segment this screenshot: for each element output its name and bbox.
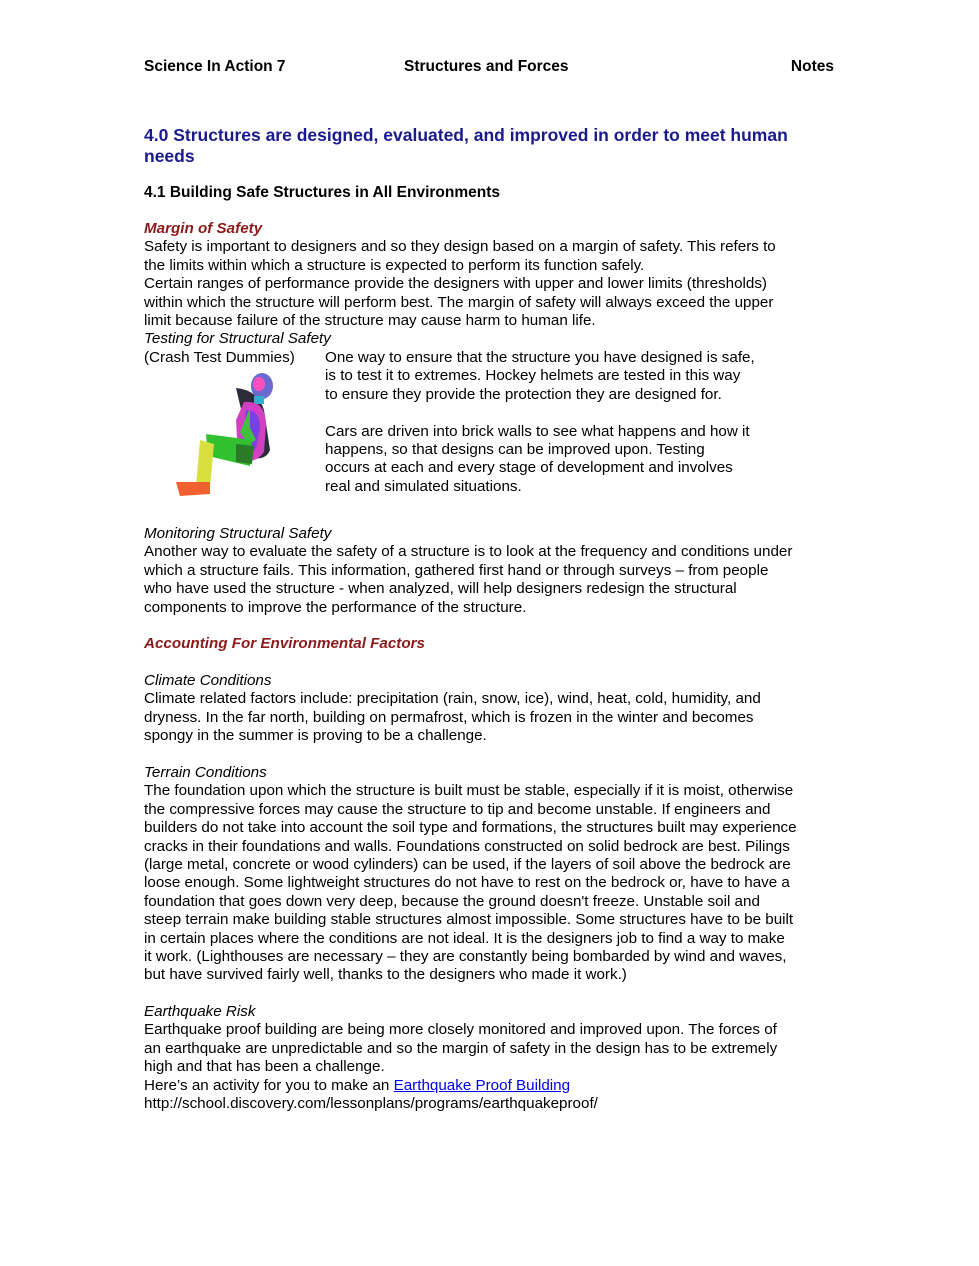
page-header: [144, 58, 834, 78]
monitoring-section: [144, 525, 834, 617]
body-line: spongy in the summer is proving to be a challenge.: [144, 727, 487, 745]
margin-of-safety-heading: Margin of Safety: [144, 220, 263, 237]
crash-test-dummy-image: [166, 370, 286, 500]
earthquake-heading: Earthquake Risk: [144, 1003, 256, 1020]
body-line: high and that has been a challenge.: [144, 1058, 385, 1076]
crash-test-text: [325, 349, 795, 496]
earthquake-section: [144, 1003, 834, 1113]
body-line: is to test it to extremes. Hockey helmets are tested in this way: [325, 367, 741, 385]
activity-url: http://school.discovery.com/lessonplans/programs/earthquakeproof/: [144, 1095, 598, 1113]
body-line: in certain places where the conditions are not ideal. It is the designers job to find a way to make: [144, 929, 785, 947]
body-line: loose enough. Some lightweight structures do not have to rest on the bedrock or, have to have a: [144, 874, 790, 892]
body-line: occurs at each and every stage of development and involves: [325, 459, 733, 477]
body-line: who have used the structure - when analyzed, will help designers redesign the structural: [144, 580, 737, 598]
body-line: dryness. In the far north, building on permafrost, which is frozen in the winter and becomes: [144, 708, 754, 726]
body-line: the compressive forces may cause the structure to tip and become unstable. If engineers and: [144, 800, 771, 818]
subsection-title: 4.1 Building Safe Structures in All Environments: [144, 184, 500, 201]
earthquake-proof-building-link[interactable]: Earthquake Proof Building: [393, 1076, 571, 1094]
body-line: Cars are driven into brick walls to see what happens and how it: [325, 422, 750, 440]
body-line: One way to ensure that the structure you have designed is safe,: [325, 349, 755, 366]
climate-heading: Climate Conditions: [144, 672, 272, 689]
body-line: Another way to evaluate the safety of a structure is to look at the frequency and conditions under: [144, 543, 793, 561]
body-line: which a structure fails. This information, gathered first hand or through surveys – from people: [144, 561, 769, 579]
body-line: builders do not take into account the soil type and formations, the structures built may experience: [144, 819, 797, 837]
terrain-section: [144, 764, 834, 985]
body-line: real and simulated situations.: [325, 477, 522, 495]
testing-heading: Testing for Structural Safety: [144, 330, 331, 348]
section-title: 4.0 Structures are designed, evaluated, and improved in order to meet human needs: [144, 125, 788, 166]
crash-caption: (Crash Test Dummies): [144, 349, 295, 366]
body-line: to ensure they provide the protection they are designed for.: [325, 385, 722, 403]
body-line: (large metal, concrete or wood cylinders) can be used, if the layers of soil above the bedrock are: [144, 856, 791, 874]
body-line: within which the structure will perform best. The margin of safety will always exceed the upper: [144, 293, 774, 311]
body-line: cracks in their foundations and walls. Foundations constructed on solid bedrock are best. Pilings: [144, 837, 790, 855]
body-line: the limits within which a structure is expected to perform its function safely.: [144, 256, 645, 274]
body-line: Certain ranges of performance provide the designers with upper and lower limits (thresholds): [144, 275, 767, 293]
environmental-heading: Accounting For Environmental Factors: [144, 635, 425, 652]
climate-section: [144, 672, 834, 746]
body-line: happens, so that designs can be improved upon. Testing: [325, 441, 705, 459]
activity-prefix: Here’s an activity for you to make an: [144, 1076, 394, 1094]
header-right: Notes: [790, 58, 834, 75]
body-line: foundation that goes down very deep, because the ground doesn't freeze. Unstable soil and: [144, 892, 760, 910]
body-line: Climate related factors include: precipitation (rain, snow, ice), wind, heat, cold, humidity, and: [144, 690, 761, 708]
body-line: Earthquake proof building are being more closely monitored and improved upon. The forces of: [144, 1021, 777, 1039]
body-line: it work. (Lighthouses are necessary – they are constantly being bombarded by wind and waves,: [144, 948, 787, 966]
body-line: an earthquake are unpredictable and so the margin of safety in the design has to be extremely: [144, 1039, 778, 1057]
body-line: components to improve the performance of the structure.: [144, 598, 527, 616]
margin-of-safety-section: [144, 220, 834, 349]
body-line: limit because failure of the structure may cause harm to human life.: [144, 312, 596, 330]
body-line: steep terrain make building stable structures almost impossible. Some structures have to be built: [144, 911, 794, 929]
body-line: Safety is important to designers and so they design based on a margin of safety. This refers to: [144, 238, 776, 256]
activity-line: [144, 1077, 834, 1095]
header-center: Structures and Forces: [404, 58, 569, 75]
terrain-heading: Terrain Conditions: [144, 764, 267, 781]
header-left: Science In Action 7: [144, 58, 286, 75]
body-line: but have survived fairly well, thanks to the designers who made it work.): [144, 966, 627, 984]
body-line: The foundation upon which the structure is built must be stable, especially if it is moist, otherwise: [144, 782, 794, 800]
monitoring-heading: Monitoring Structural Safety: [144, 525, 332, 542]
